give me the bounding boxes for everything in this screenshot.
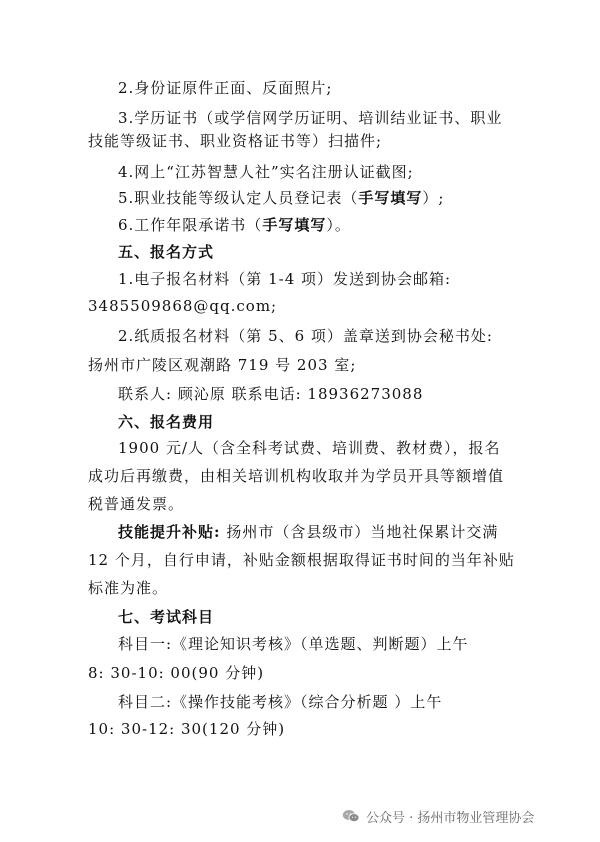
- contact-line: 联系人: 顾沁原 联系电话: 18936273088: [118, 385, 424, 403]
- text-line: 2.身份证原件正面、反面照片;: [118, 79, 333, 97]
- watermark: [342, 806, 534, 826]
- section-heading: 七、考试科目: [118, 608, 215, 626]
- text-line: 科目二:《操作技能考核》（综合分析题 ）上午: [118, 693, 443, 711]
- text-line: [118, 522, 498, 542]
- watermark-text: 公众号 · 扬州市物业管理协会: [366, 810, 535, 826]
- address-line: 扬州市广陵区观潮路 719 号 203 室;: [88, 356, 357, 374]
- section-heading: 五、报名方式: [118, 243, 215, 261]
- text-line: 1900 元/人（含全科考试费、培训费、教材费），报名: [118, 439, 501, 457]
- text-line: 4.网上“江苏智慧人社”实名注册认证截图;: [118, 163, 414, 181]
- text-line: 8: 30-10: 00(90 分钟): [88, 664, 265, 682]
- text-segment-bold: 手写填写: [358, 189, 423, 207]
- text-line: [118, 188, 444, 208]
- text-segment-bold: 技能提升补贴:: [118, 523, 221, 541]
- text-line: 成功后再缴费，由相关培训机构收取并为学员开具等额增值: [88, 467, 505, 485]
- text-line: [118, 215, 351, 235]
- text-segment: 6.工作年限承诺书（: [118, 216, 263, 234]
- text-line: 技能等级证书、职业资格证书等）扫描件;: [88, 132, 383, 150]
- email-address: 3485509868@qq.com;: [88, 297, 278, 315]
- text-line: 税普通发票。: [88, 495, 185, 513]
- text-segment: ）。: [326, 216, 351, 234]
- text-segment: 扬州市（含县级市）当地社保累计交满: [226, 523, 499, 541]
- text-segment: 5.职业技能等级认定人员登记表（: [118, 189, 359, 207]
- text-line: 科目一:《理论知识考核》（单选题、判断题）上午: [118, 635, 469, 653]
- wechat-icon: [342, 809, 360, 823]
- text-line: 2.纸质报名材料（第 5、6 项）盖章送到协会秘书处:: [118, 327, 493, 345]
- text-line: 10: 30-12: 30(120 分钟): [88, 720, 286, 738]
- text-line: 3.学历证书（或学信网学历证明、培训结业证书、职业: [118, 109, 503, 127]
- text-line: 标准为准。: [88, 579, 169, 597]
- text-segment-bold: 手写填写: [262, 216, 327, 234]
- text-line: 12 个月，自行申请，补贴金额根据取得证书时间的当年补贴: [88, 551, 515, 569]
- section-heading: 六、报名费用: [118, 413, 215, 431]
- text-line: 1.电子报名材料（第 1-4 项）发送到协会邮箱:: [118, 270, 452, 288]
- text-segment: ）;: [422, 189, 445, 207]
